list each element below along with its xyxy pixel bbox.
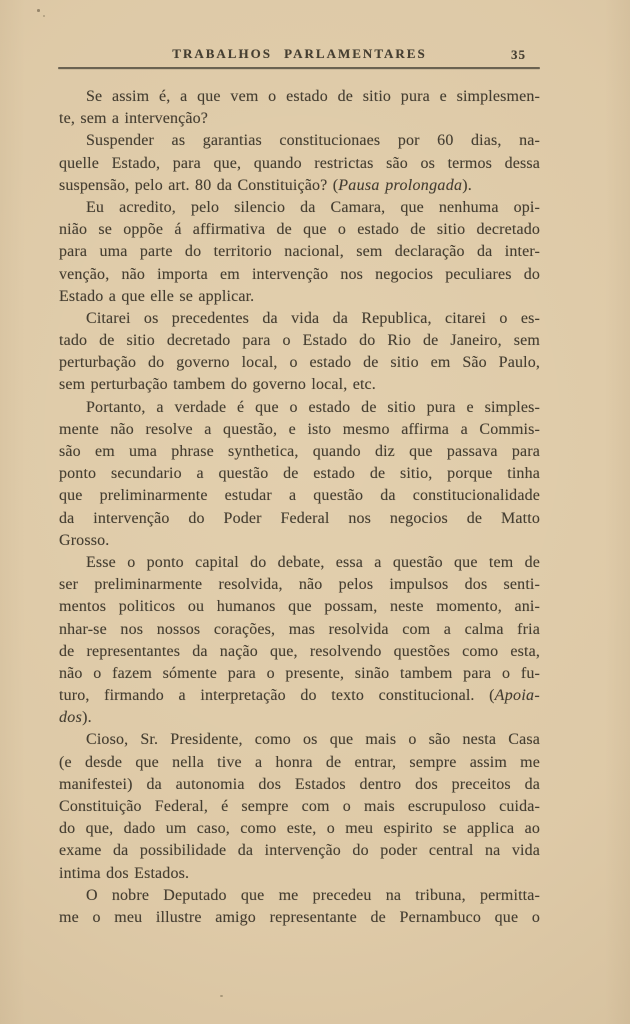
- text-line: que preliminarmente estudar a questão da constitucionalidade: [59, 487, 540, 505]
- paper-speck-artifact: [43, 15, 45, 17]
- header-rule: [58, 67, 540, 69]
- text-line: Se assim é, a que vem o estado de sitio pura e simplesmen-: [86, 88, 540, 105]
- paragraph: [59, 308, 540, 397]
- text-line: sem perturbação tambem do governo local, etc.: [59, 376, 376, 394]
- text-line: Suspender as garantias constitucionaes por 60 dias, na-: [86, 132, 540, 150]
- running-head: [59, 46, 540, 64]
- text-line: O nobre Deputado que me precedeu na tribuna, permitta-: [86, 886, 540, 904]
- text-line: exame da possibilidade da intervenção do poder central na vida: [59, 842, 540, 860]
- text-line: nião se oppõe á affirmativa de que o estado de sitio decretado: [59, 221, 540, 239]
- text-line: mentos politicos ou humanos que possam, neste momento, ani-: [59, 598, 540, 616]
- text-line: Constituição Federal, é sempre com o mais escrupuloso cuida-: [59, 798, 540, 815]
- text-line: perturbação do governo local, o estado de sitio em São Paulo,: [59, 354, 540, 372]
- paragraph: [59, 729, 540, 884]
- paper-speck-artifact: [220, 995, 223, 997]
- text-line: Grosso.: [59, 531, 110, 549]
- text-line: nhar-se nos nossos corações, mas resolvida com a calma fria: [59, 620, 540, 638]
- text-line: Citarei os precedentes da vida da Republica, citarei o es-: [86, 309, 540, 327]
- text-line: de representantes da nação que, resolvendo questões como esta,: [59, 642, 540, 660]
- text-line: turo, firmando a interpretação do texto constitucional. (Apoia-: [59, 687, 540, 705]
- text-line: manifestei) da autonomia dos Estados dentro dos preceitos da: [59, 775, 540, 793]
- text-line: (e desde que nella tive a honra de entrar, sempre assim me: [59, 753, 540, 771]
- text-line: Estado a que elle se applicar.: [59, 287, 255, 305]
- paragraph: [59, 86, 540, 130]
- paragraph: [59, 197, 540, 308]
- text-line: do que, dado um caso, como este, o meu espirito se applica ao: [59, 820, 540, 838]
- text-line: venção, não importa em intervenção nos negocios peculiares do: [59, 265, 540, 283]
- text-line: não o fazem sómente para o presente, sinão tambem para o fu-: [59, 664, 540, 682]
- text-line: Eu acredito, pelo silencio da Camara, que nenhuma opi-: [86, 198, 540, 216]
- paragraph: [59, 130, 540, 197]
- text-line: são em uma phrase synthetica, quando diz que passava para: [59, 443, 540, 460]
- text-line: quelle Estado, para que, quando restrictas são os termos dessa: [59, 154, 540, 172]
- text-line: dos).: [59, 709, 92, 727]
- text-line: ponto secundario a questão de estado de sitio, porque tinha: [59, 465, 540, 483]
- text-line: suspensão, pelo art. 80 da Constituição? (Pausa prolongada).: [59, 176, 472, 194]
- text-line: Portanto, a verdade é que o estado de sitio pura e simples-: [86, 398, 540, 416]
- paragraph: [59, 885, 540, 929]
- text-line: Cioso, Sr. Presidente, como os que mais o são nesta Casa: [86, 731, 540, 749]
- text-line: me o meu illustre amigo representante de Pernambuco que o: [59, 908, 540, 926]
- text-line: te, sem a intervenção?: [59, 110, 209, 128]
- paragraph: [59, 552, 540, 730]
- text-line: tado de sitio decretado para o Estado do Rio de Janeiro, sem: [59, 332, 540, 350]
- text-line: Esse o ponto capital do debate, essa a questão que tem de: [86, 553, 540, 571]
- text-line: mente não resolve a questão, e isto mesmo affirma a Commis-: [59, 420, 540, 438]
- text-line: para uma parte do territorio nacional, sem declaração da inter-: [59, 243, 540, 261]
- text-line: intima dos Estados.: [59, 864, 190, 882]
- text-line: da intervenção do Poder Federal nos negocios de Matto: [59, 509, 540, 527]
- text-line: ser preliminarmente resolvida, não pelos impulsos dos senti-: [59, 576, 540, 594]
- paper-speck-artifact: [37, 9, 40, 12]
- page-number: 35: [511, 47, 526, 62]
- paragraph: [59, 397, 540, 552]
- text-body: [59, 86, 540, 929]
- running-head-title: TRABALHOS PARLAMENTARES: [172, 46, 427, 61]
